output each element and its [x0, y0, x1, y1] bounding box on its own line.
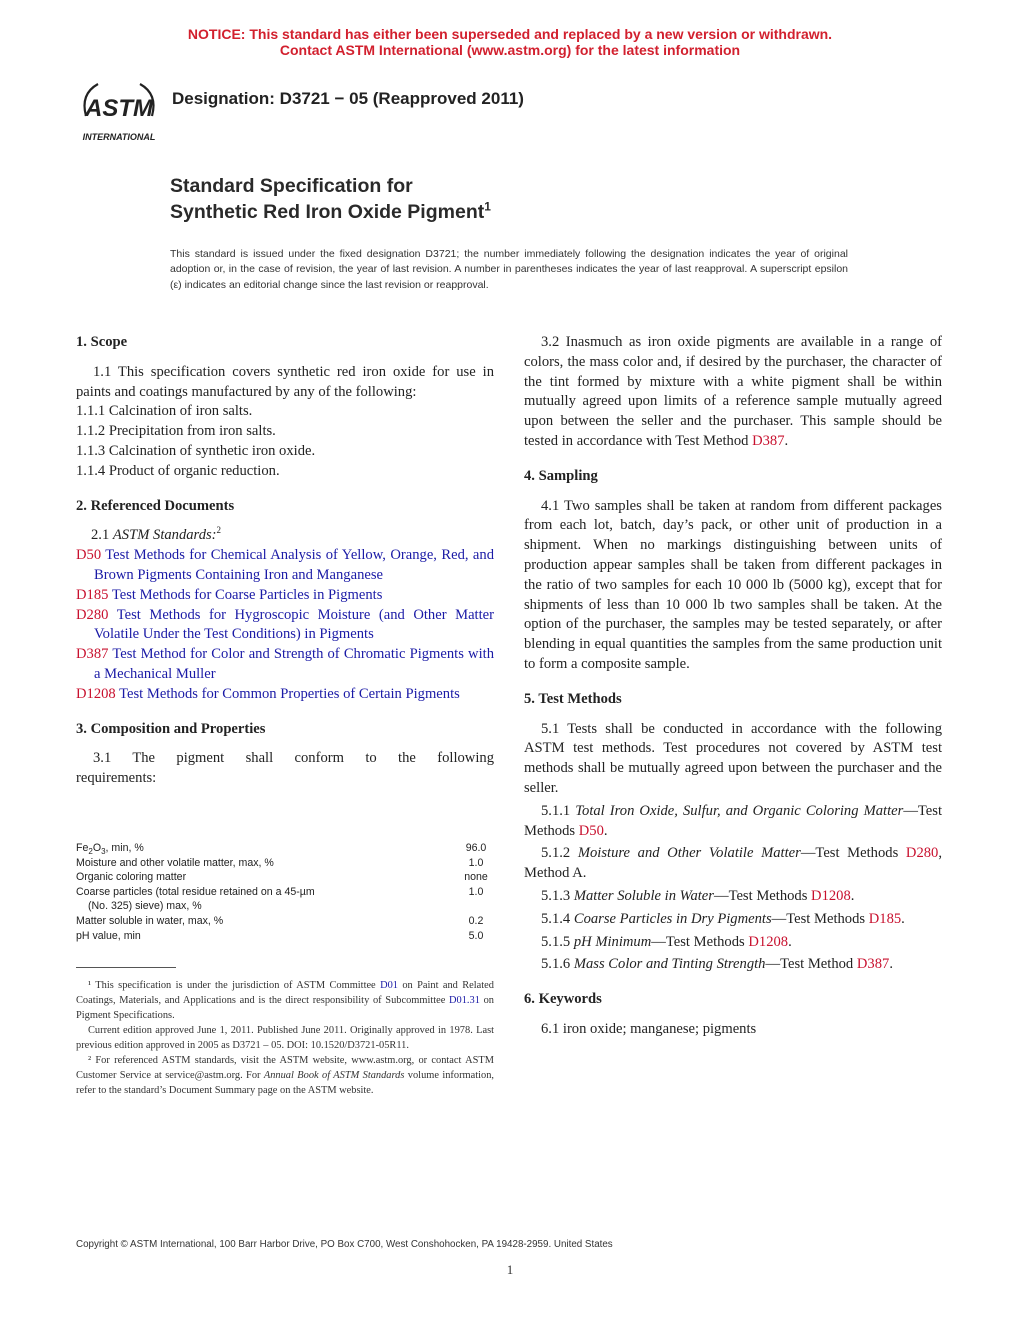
title-line-2: Synthetic Red Iron Oxide Pigment — [170, 201, 485, 223]
scope-item: 1.1.4 Product of organic reduction. — [76, 462, 280, 479]
requirement-label: Coarse particles (total residue retained on a 45-µm (No. 325) sieve) max, % — [76, 885, 315, 913]
reference-code-link[interactable]: D50 — [76, 547, 102, 564]
sampling-paragraph: 4.1 Two samples shall be taken at random from different packages from each lot, batch, day’s pack, or other unit of production in a shipment. When no markings distinguishing between units of production appear samples shall be taken from different packages in the ratio of two samples for each 10 000 lb (5000 kg), except that for shipments of less than 10 000 lb two samples shall be taken. At the option of the purchaser, the samples may be tested separately, or after blending in equal quantities the samples from the same production unit to form a composite sample. — [524, 497, 942, 672]
requirement-value: 5.0 — [468, 929, 484, 942]
section-heading-composition: 3. Composition and Properties — [76, 720, 266, 737]
notice-line-2: Contact ASTM International (www.astm.org) for the latest information — [279, 42, 741, 58]
reference-title: Test Methods for Coarse Particles in Pigments — [108, 586, 383, 603]
reference-item[interactable] — [76, 645, 494, 685]
requirement-row — [76, 885, 494, 914]
requirement-row — [76, 914, 494, 929]
section-heading-scope: 1. Scope — [76, 334, 128, 350]
references-footnote-mark: 2 — [216, 525, 222, 536]
subcommittee-link[interactable]: D01.31 — [449, 995, 480, 1007]
test-method-link[interactable]: D1208 — [811, 887, 851, 904]
designation: Designation: D3721 − 05 (Reapproved 2011) — [172, 89, 524, 108]
test-method-item: 5.1.5 pH Minimum—Test Methods D1208. — [541, 933, 792, 950]
section-heading-test-methods: 5. Test Methods — [524, 690, 622, 707]
requirement-row — [76, 841, 494, 856]
document-title — [170, 173, 491, 225]
requirement-value: 1.0 — [468, 856, 484, 869]
reference-title: Test Methods for Common Properties of Certain Pigments — [115, 685, 460, 702]
logo-text: ASTM — [85, 95, 153, 122]
scope-item: 1.1.3 Calcination of synthetic iron oxide. — [76, 442, 316, 459]
footnote-divider — [76, 967, 176, 968]
test-method-link[interactable]: D50 — [578, 822, 604, 839]
right-column — [524, 333, 942, 1040]
reference-title: Test Methods for Hygroscopic Moisture (and Other Matter Volatile Under the Test Conditions) in Pigments — [94, 606, 494, 643]
references-intro — [76, 526, 494, 546]
scope-item: 1.1.2 Precipitation from iron salts. — [76, 423, 276, 440]
page-number: 1 — [506, 1262, 514, 1277]
title-line-1: Standard Specification for — [170, 175, 413, 197]
logo-subtitle: INTERNATIONAL — [82, 132, 156, 142]
reference-item[interactable] — [76, 546, 494, 586]
footnotes — [76, 978, 494, 1098]
test-method-link[interactable]: D280 — [905, 845, 939, 862]
copyright-line: Copyright © ASTM International, 100 Barr Harbor Drive, PO Box C700, West Conshohocken, PA 19428-2959. United States — [76, 1239, 613, 1250]
reference-code-link[interactable]: D387 — [76, 646, 109, 663]
references-intro-text: ASTM Standards: — [112, 527, 217, 544]
reference-item[interactable] — [76, 685, 494, 705]
footnote-1: ¹ This specification is under the jurisdiction of ASTM Committee D01 on Paint and Related Coatings, Materials, and Applications and is the direct responsibility of Subcommittee D01.31 on Pigment Specifications. — [76, 980, 495, 1022]
requirement-row — [76, 856, 494, 871]
test-method-item: 5.1.2 Moisture and Other Volatile Matter—Test Methods D280, Method A. — [524, 845, 942, 882]
section-heading-keywords: 6. Keywords — [524, 991, 602, 1008]
requirement-value: 0.2 — [468, 914, 484, 927]
requirement-label: Matter soluble in water, max, % — [76, 914, 224, 927]
astm-logo — [76, 74, 162, 146]
test-methods-paragraph: 5.1 Tests shall be conducted in accordance with the following ASTM test methods. Test procedures not covered by ASTM test methods shall be mutually agreed upon between the purchaser and the seller. — [524, 720, 942, 796]
test-method-link[interactable]: D387 — [752, 432, 785, 449]
scope-paragraph: 1.1 This specification covers synthetic red iron oxide for use in paints and coatings manufactured by any of the following: — [76, 363, 494, 400]
test-method-link[interactable]: D387 — [856, 956, 890, 973]
test-method-item: 5.1.6 Mass Color and Tinting Strength—Test Method D387. — [541, 956, 893, 973]
footnote-2: ² For referenced ASTM standards, visit the ASTM website, www.astm.org, or contact ASTM Customer Service at service@astm.org. For Annual Book of ASTM Standards volume information, refer to the standard’s Document Summary page on the ASTM website. — [76, 1055, 494, 1097]
requirement-value: 96.0 — [465, 841, 487, 854]
requirement-label: $Fe_2O_3$, min, % — [76, 841, 144, 857]
references-intro-number: 2.1 — [91, 527, 113, 544]
test-method-item: 5.1.4 Coarse Particles in Dry Pigments—Test Methods D185. — [541, 910, 905, 927]
test-method-link[interactable]: D185 — [868, 910, 902, 927]
reference-code-link[interactable]: D280 — [76, 606, 109, 623]
issued-note: This standard is issued under the fixed designation D3721; the number immediately following the designation indicates the year of original adoption or, in the case of revision, the year of last revision. A number in parentheses indicates the year of last reapproval. A superscript epsilon (ε) indicates an editorial change since the last revision or reapproval. — [170, 248, 848, 291]
requirement-label: Moisture and other volatile matter, max, % — [76, 856, 274, 869]
notice-line-1: NOTICE: This standard has either been superseded and replaced by a new version or withdrawn. — [187, 26, 833, 42]
scope-item: 1.1.1 Calcination of iron salts. — [76, 403, 253, 420]
composition-paragraph-2: 3.2 Inasmuch as iron oxide pigments are available in a range of colors, the mass color and, if desired by the purchaser, the character of the tint formed by mixture with a white pigment shall be within mutually agreed upon limits of a reference sample mutually agreed upon between the seller and the purchaser. This sample should be tested in accordance with Test Method D387. — [524, 334, 942, 449]
left-column — [76, 333, 494, 1098]
section-heading-references: 2. Referenced Documents — [76, 497, 235, 514]
test-method-link[interactable]: D1208 — [748, 933, 789, 950]
footnote-1-edition: Current edition approved June 1, 2011. Published June 2011. Originally approved in 1978. Last previous edition approved in 2005 as D3721 – 05. DOI: 10.1520/D3721-05R11. — [76, 1025, 494, 1052]
reference-code-link[interactable]: D185 — [76, 586, 109, 603]
reference-item[interactable] — [76, 606, 494, 646]
keywords-paragraph: 6.1 iron oxide; manganese; pigments — [541, 1020, 757, 1037]
requirement-row — [76, 870, 494, 885]
reference-item[interactable] — [76, 586, 494, 606]
withdrawal-notice — [0, 26, 1020, 58]
committee-link[interactable]: D01 — [380, 980, 398, 992]
test-method-item: 5.1.3 Matter Soluble in Water—Test Methods D1208. — [541, 887, 855, 904]
requirements-table — [76, 841, 494, 943]
composition-paragraph-1: 3.1 The pigment shall conform to the following requirements: — [76, 750, 494, 787]
reference-title: Test Method for Color and Strength of Chromatic Pigments with a Mechanical Muller — [94, 646, 494, 682]
requirement-row — [76, 929, 494, 944]
reference-code-link[interactable]: D1208 — [76, 685, 116, 702]
title-footnote-mark: 1 — [484, 199, 491, 214]
section-heading-sampling: 4. Sampling — [524, 467, 598, 484]
test-method-item: 5.1.1 Total Iron Oxide, Sulfur, and Organic Coloring Matter—Test Methods D50. — [524, 802, 943, 839]
reference-title: Test Methods for Chemical Analysis of Yellow, Orange, Red, and Brown Pigments Containing Iron and Manganese — [94, 547, 494, 583]
requirement-label: pH value, min — [76, 929, 141, 942]
requirement-value: 1.0 — [468, 885, 484, 898]
requirement-label: Organic coloring matter — [76, 871, 187, 884]
requirement-value: none — [464, 871, 488, 884]
